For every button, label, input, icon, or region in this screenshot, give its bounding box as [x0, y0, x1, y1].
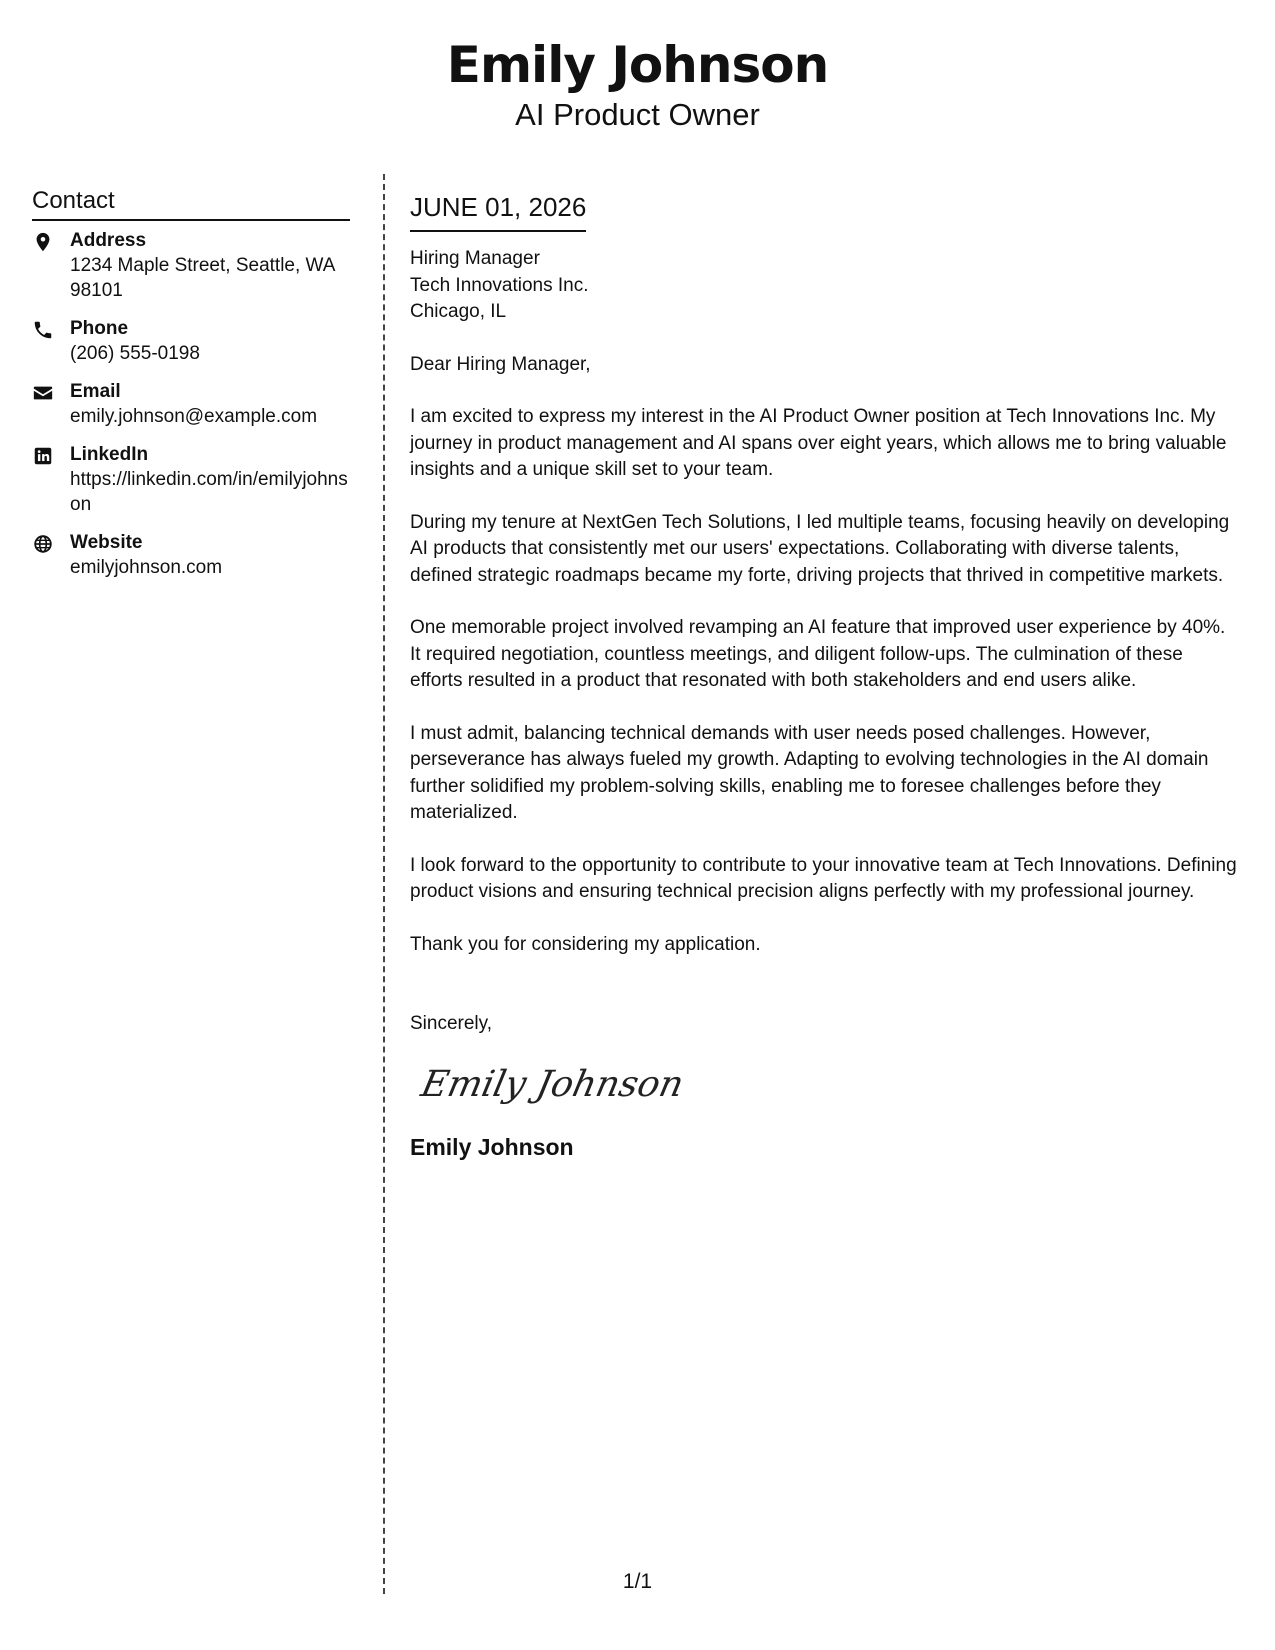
body-paragraph: During my tenure at NextGen Tech Solutions, I led multiple teams, focusing heavily on developing AI products that consistently met our users' expectations. Collaborating with diverse talents, defined strategic roadmaps became my forte, driving projects that thrived in competitive markets.: [410, 511, 1230, 586]
body-paragraph: One memorable project involved revamping an AI feature that improved user experience by 40%. It required negotiation, countless meetings, and diligent follow-ups. The culmination of these efforts resulted in a product that resonated with both stakeholders and end users alike.: [410, 617, 1226, 691]
applicant-name: Emily Johnson: [446, 36, 829, 94]
contact-value: emilyjohnson.com: [70, 557, 223, 578]
contact-label: LinkedIn: [70, 444, 149, 465]
contact-label: Email: [70, 381, 121, 402]
signature-text: Emily Johnson: [417, 1061, 688, 1105]
letter-date: JUNE 01, 2026: [410, 190, 586, 232]
recipient-line: Tech Innovations Inc.: [410, 274, 589, 296]
contact-value: emily.johnson@example.com: [70, 406, 318, 427]
linkedin-icon: [32, 445, 54, 467]
body-paragraph: I must admit, balancing technical demands with user needs posed challenges. However, perseverance has always fueled my growth. Adapting to evolving technologies in the AI domain further solidified my problem-solving skills, enabling me to foresee challenges before they materialized.: [410, 722, 1209, 823]
contact-sidebar: [32, 186, 350, 594]
body-paragraph: I look forward to the opportunity to contribute to your innovative team at Tech Innovations. Defining product visions and ensuring technical precision aligns perfectly with my professional journey.: [410, 854, 1237, 902]
contact-label: Website: [70, 532, 143, 553]
contact-item-linkedin: [32, 443, 350, 517]
contact-heading: Contact: [32, 186, 350, 221]
contact-value: 1234 Maple Street, Seattle, WA 98101: [70, 255, 335, 301]
contact-item-phone: [32, 317, 350, 366]
handwritten-signature: [417, 1056, 688, 1116]
letter-header: [0, 34, 1275, 134]
salutation: Dear Hiring Manager,: [410, 353, 591, 375]
page-number: 1/1: [622, 1570, 653, 1593]
body-paragraph: I am excited to express my interest in the AI Product Owner position at Tech Innovations Inc. My journey in product management and AI spans over eight years, which allows me to bring valuable insights and a unique skill set to your team.: [410, 406, 1227, 480]
phone-icon: [32, 319, 54, 341]
recipient-line: Hiring Manager: [410, 248, 540, 269]
contact-value: (206) 555-0198: [70, 343, 200, 364]
contact-item-address: [32, 229, 350, 303]
globe-icon: [32, 533, 54, 555]
column-divider: [383, 174, 385, 1594]
closing: Sincerely,: [410, 1013, 493, 1034]
body-paragraph: Thank you for considering my application.: [410, 933, 761, 955]
signer-name: Emily Johnson: [410, 1133, 574, 1160]
envelope-icon: [32, 382, 54, 404]
contact-item-website: [32, 531, 350, 580]
map-pin-icon: [32, 231, 54, 253]
recipient-line: Chicago, IL: [410, 301, 507, 322]
contact-label: Phone: [70, 318, 129, 339]
letter-body: [410, 190, 1240, 1162]
contact-value: https://linkedin.com/in/emilyjohnson: [70, 469, 348, 515]
contact-label: Address: [70, 230, 147, 251]
contact-item-email: [32, 380, 350, 429]
contact-list: [32, 229, 350, 580]
recipient-block: [410, 246, 1240, 326]
applicant-title: AI Product Owner: [515, 97, 760, 132]
